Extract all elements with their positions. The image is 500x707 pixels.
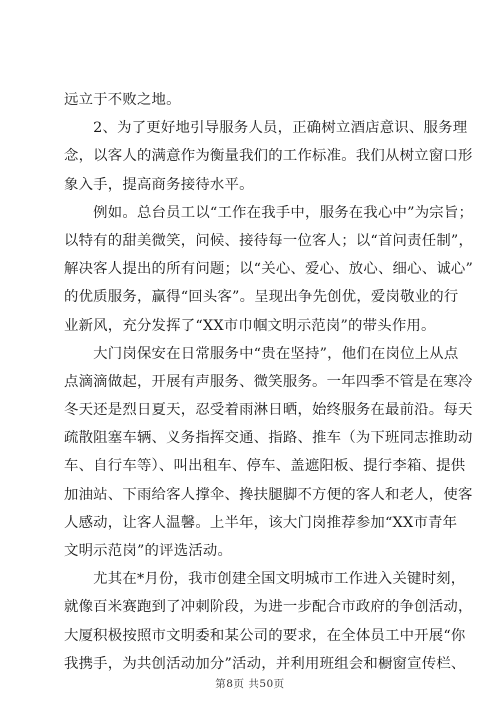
body-text — [64, 86, 474, 678]
page-footer: 第8页 共50页 — [215, 678, 285, 690]
text-line: 就像百米赛跑到了冲刺阶段，为进一步配合市政府的争创活动， — [64, 599, 473, 616]
text-line: 人感动，让客人温馨。上半年，该大门岗推荐参加“XX市青年 — [64, 514, 458, 531]
text-line: 象入手，提高商务接待水平。 — [64, 176, 254, 193]
text-line: 例如。总台员工以“工作在我手中，服务在我心中”为宗旨； — [64, 204, 474, 221]
text-line: 加油站、下雨给客人撑伞、搀扶腿脚不方便的客人和老人，使客 — [64, 486, 473, 503]
text-line: 大厦积极按照市文明委和某公司的要求，在全体员工中开展“你 — [64, 627, 466, 644]
text-line: 的优质服务，赢得“回头客”。呈现出争先创优，爱岗敬业的行 — [64, 289, 459, 306]
text-line: 解决客人提出的所有问题；以“关心、爱心、放心、细心、诚心” — [64, 261, 474, 278]
text-line: 尤其在*月份，我市创建全国文明城市工作进入关键时刻， — [64, 571, 466, 588]
text-line: 冬天还是烈日夏天，忍受着雨淋日晒，始终服务在最前沿。每天 — [64, 402, 473, 419]
text-line: 文明示范岗”的评选活动。 — [64, 543, 233, 559]
text-line: 远立于不败之地。 — [64, 92, 181, 108]
text-line: 我携手，为共创活动加分”活动，并利用班组会和橱窗宣传栏、 — [64, 655, 466, 672]
text-line: 业新风，充分发挥了“XX市巾帼文明示范岗”的带头作用。 — [64, 317, 436, 334]
text-line: 念，以客人的满意作为衡量我们的工作标准。我们从树立窗口形 — [64, 148, 473, 165]
text-line: 以特有的甜美微笑，问候、接待每一位客人；以“首问责任制”， — [64, 232, 474, 249]
text-line: 2、为了更好地引导服务人员，正确树立酒店意识、服务理 — [64, 120, 468, 137]
text-line: 车、自行车等）、叫出租车、停车、盖遮阳板、提行李箱、提供 — [64, 458, 466, 475]
text-line: 疏散阻塞车辆、义务指挥交通、指路、推车（为下班同志推助动 — [64, 430, 473, 447]
text-line: 点滴滴做起，开展有声服务、微笑服务。一年四季不管是在寒冷 — [64, 373, 473, 390]
text-line: 大门岗保安在日常服务中“贵在坚持”，他们在岗位上从点 — [64, 345, 459, 362]
